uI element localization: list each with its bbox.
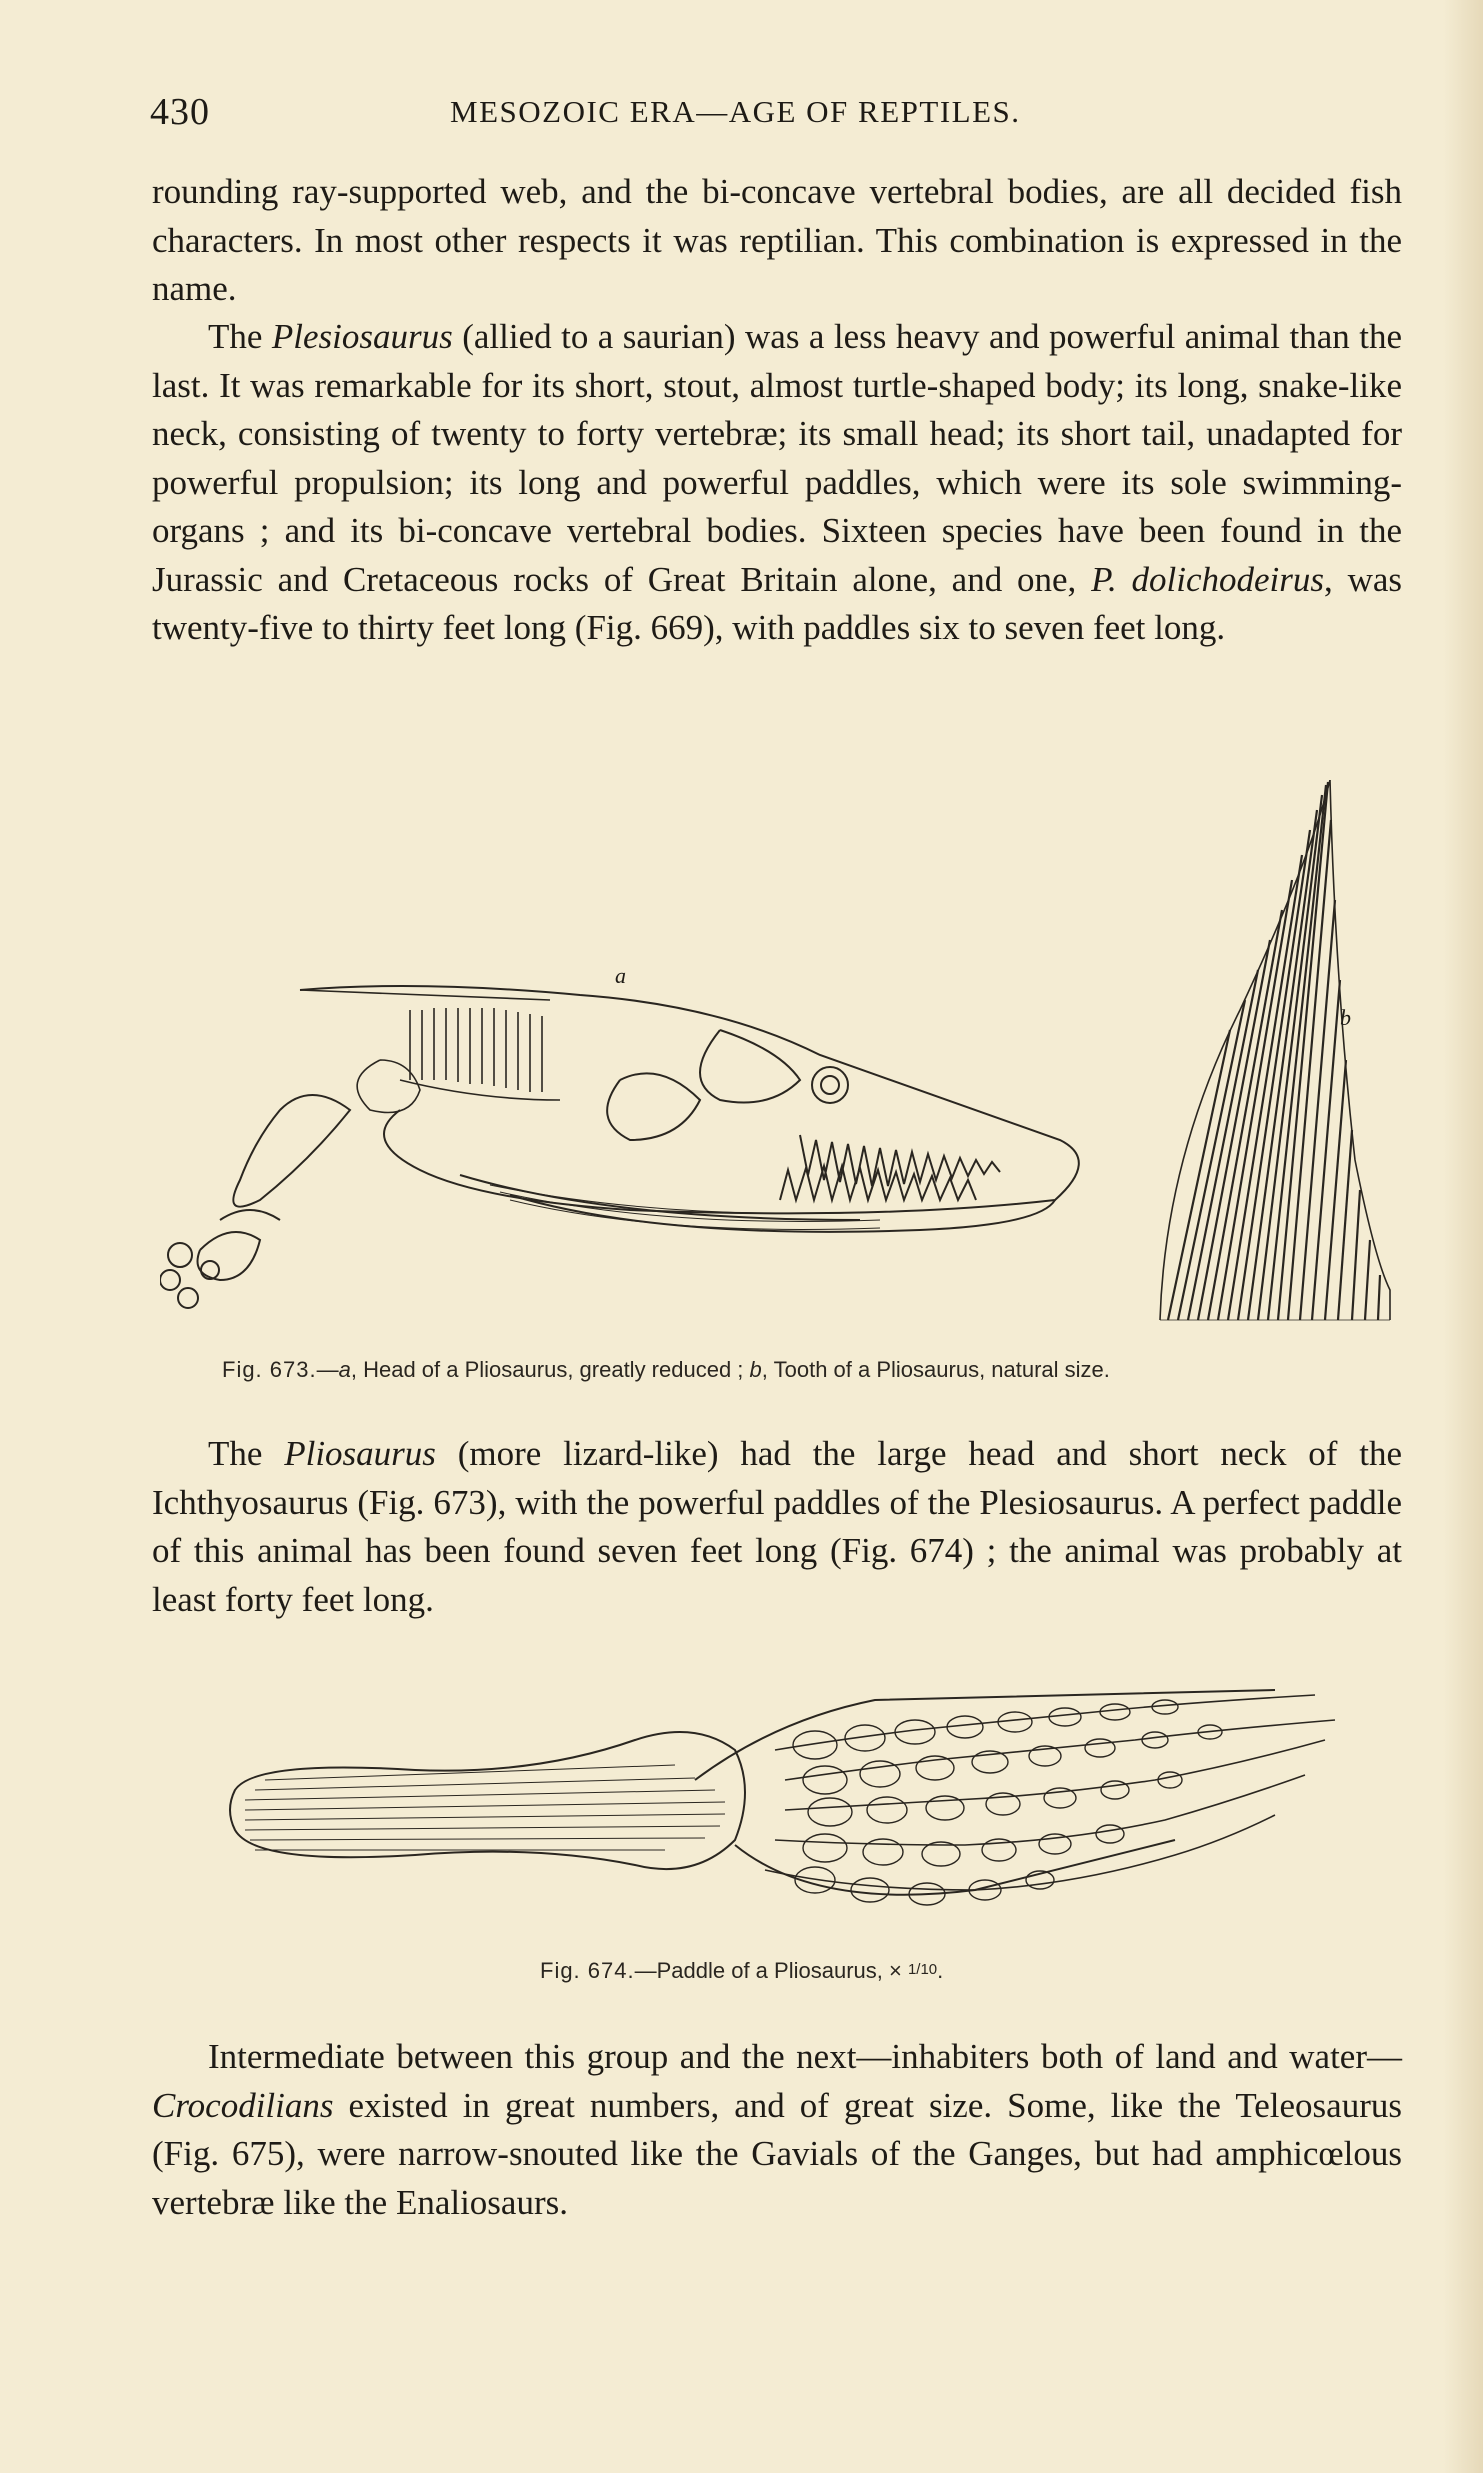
figure-673-caption: Fig. 673.—a, Head of a Pliosaurus, greatly reduced ; b, Tooth of a Pliosaurus, natural size.: [222, 1357, 1110, 1382]
paragraph-pliosaurus: The Pliosaurus (more lizard-like) had the large head and short neck of the Ichthyosaurus (Fig. 673), with the powerful paddles of the Plesiosaurus. A perfect paddle of this animal has been found seven feet long (Fig. 674) ; the animal was probably at least forty feet long.: [152, 1434, 1402, 1619]
taxon-p-dolichodeirus: P. dolichodeirus: [1091, 559, 1325, 599]
label-a: a: [615, 963, 626, 988]
page-edge-shadow: [1443, 0, 1483, 2473]
taxon-plesiosaurus: Plesiosaurus: [271, 317, 453, 356]
running-head: [150, 90, 1410, 140]
figure-673: [160, 780, 1400, 1340]
figure-674: [215, 1680, 1355, 1930]
paragraph-crocodilians: Intermediate between this group and the next—inhabiters both of land and water—Crocodilians existed in great numbers, and of great size. Some, like the Teleosaurus (Fig. 675), were narrow-snouted like the Gavials of the Ganges, but had amphicœlous vertebræ like the Enaliosaurs.: [152, 2037, 1402, 2222]
pliosaurus-paddle-illustration: [215, 1680, 1355, 1930]
figure-674-caption: Fig. 674.—Paddle of a Pliosaurus, × 1/10.: [540, 1958, 944, 1983]
running-title: MESOZOIC ERA—AGE OF REPTILES.: [450, 94, 1021, 129]
label-b: b: [1340, 1005, 1351, 1030]
taxon-crocodilians: Crocodilians: [152, 2085, 334, 2125]
paragraph-fish-characters: rounding ray-supported web, and the bi-concave vertebral bodies, are all decided fish characters. In most other respects it was reptilian. This combination is expressed in the name.: [152, 172, 1402, 308]
page-number: 430: [150, 91, 210, 133]
pliosaurus-head-illustration: [160, 780, 1400, 1340]
taxon-pliosaurus: Pliosaurus: [284, 1434, 436, 1473]
paragraph-plesiosaurus: The Plesiosaurus (allied to a saurian) was a less heavy and powerful animal than the last. It was remarkable for its short, stout, almost turtle-shaped body; its long, snake-like neck, consisting of twenty to forty vertebræ; its small head; its short tail, unadapted for powerful propulsion; its long and powerful paddles, which were its sole swimming-organs ; and its bi-concave vertebral bodies. Sixteen species have been found in the Jurassic and Cretaceous rocks of Great Britain alone, and one, P. dolichodeirus, was twenty-five to thirty feet long (Fig. 669), with paddles six to seven feet long.: [152, 317, 1402, 647]
